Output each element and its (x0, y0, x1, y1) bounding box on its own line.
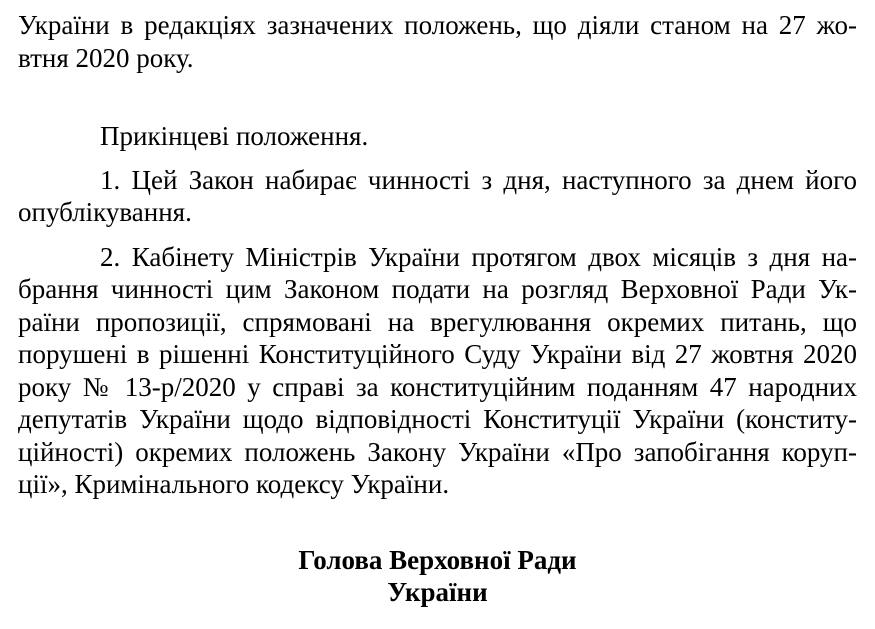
signature-title-line-1: Голова Верховної Ради (298, 544, 577, 575)
text-line: опублікування. (18, 197, 192, 227)
paragraph (18, 164, 857, 229)
paragraph (18, 241, 857, 501)
paragraph (18, 120, 857, 153)
text-line: раїни пропозиції, спрямовані на врегулювання окремих питань, що (18, 306, 857, 337)
text-line: ції», Кримінального кодексу України. (18, 469, 450, 499)
text-line: року № 13-р/2020 у справі за конституційним поданням 47 народних (18, 371, 857, 402)
text-line: брання чинності цим Законом подати на розгляд Верховної Ради Ук- (18, 274, 857, 304)
signature-title-line-2: України (387, 577, 488, 607)
document-body (18, 9, 857, 501)
paragraph (18, 9, 857, 74)
text-line: Прикінцеві положення. (100, 121, 369, 151)
signature-block (18, 544, 857, 609)
text-line: 1. Цей Закон набирає чинності з дня, наступного за днем його (100, 164, 857, 195)
text-line: втня 2020 року. (18, 42, 194, 73)
text-line: порушені в рішенні Конституційного Суду України від 27 жовтня 2020 (18, 339, 857, 369)
text-line: України в редакціях зазначених положень, що діяли станом на 27 жо- (18, 10, 857, 40)
text-line: ційності) окремих положень Закону України «Про запобігання коруп- (18, 436, 857, 467)
text-line: депутатів України щодо відповідності Конституції України (конститу- (18, 404, 857, 434)
text-line: 2. Кабінету Міністрів України протягом двох місяців з дня на- (100, 241, 857, 272)
